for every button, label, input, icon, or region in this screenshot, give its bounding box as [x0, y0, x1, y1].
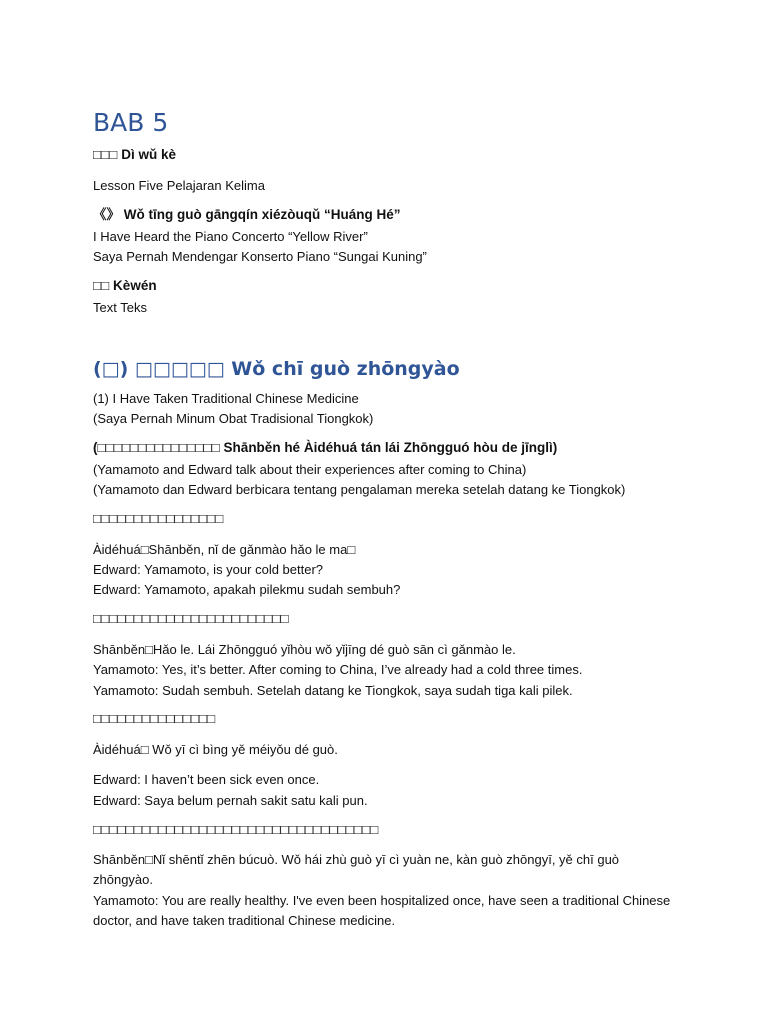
section-english: (1) I Have Taken Traditional Chinese Medicine — [93, 391, 359, 406]
dialogue-1-indonesian: Edward: Yamamoto, apakah pilekmu sudah sembuh? — [93, 582, 401, 597]
lesson-pinyin: □□□ Dì wǔ kè — [93, 147, 176, 162]
dialogue-4-hanzi: □□□□□□□□□□□□□□□□□□□□□□□□□□□□□□□□□□□ — [93, 822, 379, 837]
lesson-title-english: I Have Heard the Piano Concerto “Yellow River” — [93, 229, 368, 244]
lesson-translation: Lesson Five Pelajaran Kelima — [93, 178, 265, 193]
dialogue-1-hanzi: □□□□□□□□□□□□□□□□ — [93, 511, 224, 526]
dialogue-4-pinyin: Shānběn□Nǐ shēntǐ zhēn búcuò. Wǒ hái zhù guò yī cì yuàn ne, kàn guò zhōngyī, yě chī guò zhōngyào. — [93, 852, 620, 887]
section-heading: (□) □□□□□ Wǒ chī guò zhōngyào — [93, 358, 460, 380]
dialogue-4-english: Yamamoto: You are really healthy. I've even been hospitalized once, have seen a traditional Chinese doctor, and have taken traditional Chinese medicine. — [93, 893, 671, 928]
text-heading-translation: Text Teks — [93, 300, 147, 315]
context-pinyin: (□□□□□□□□□□□□□□□ Shānběn hé Àidéhuá tán lái Zhōngguó hòu de jīnglì) — [93, 440, 558, 455]
dialogue-3-english: Edward: I haven’t been sick even once. — [93, 772, 320, 787]
context-english: (Yamamoto and Edward talk about their experiences after coming to China) — [93, 462, 527, 477]
text-heading: □□ Kèwén — [93, 278, 157, 293]
dialogue-2-indonesian: Yamamoto: Sudah sembuh. Setelah datang ke Tiongkok, saya sudah tiga kali pilek. — [93, 683, 573, 698]
dialogue-3-pinyin: Àidéhuá□ Wǒ yī cì bìng yě méiyǒu dé guò. — [93, 742, 338, 757]
dialogue-3-indonesian: Edward: Saya belum pernah sakit satu kali pun. — [93, 793, 368, 808]
dialogue-2-hanzi: □□□□□□□□□□□□□□□□□□□□□□□□ — [93, 611, 289, 626]
section-indonesian: (Saya Pernah Minum Obat Tradisional Tiongkok) — [93, 411, 374, 426]
dialogue-1-english: Edward: Yamamoto, is your cold better? — [93, 562, 324, 577]
dialogue-1-pinyin: Àidéhuá□Shānběn, nǐ de gǎnmào hǎo le ma□ — [93, 542, 356, 557]
chapter-title: BAB 5 — [93, 108, 169, 137]
dialogue-3-hanzi: □□□□□□□□□□□□□□□ — [93, 711, 216, 726]
lesson-title-pinyin: 《》 Wǒ tīng guò gāngqín xiézòuqǔ “Huáng Hé” — [93, 207, 401, 222]
dialogue-2-english: Yamamoto: Yes, it’s better. After coming to China, I’ve already had a cold three times. — [93, 662, 583, 677]
dialogue-2-pinyin: Shānběn□Hǎo le. Lái Zhōngguó yǐhòu wǒ yǐjīng dé guò sān cì gǎnmào le. — [93, 642, 516, 657]
context-indonesian: (Yamamoto dan Edward berbicara tentang pengalaman mereka setelah datang ke Tiongkok) — [93, 482, 626, 497]
lesson-title-indonesian: Saya Pernah Mendengar Konserto Piano “Sungai Kuning” — [93, 249, 427, 264]
